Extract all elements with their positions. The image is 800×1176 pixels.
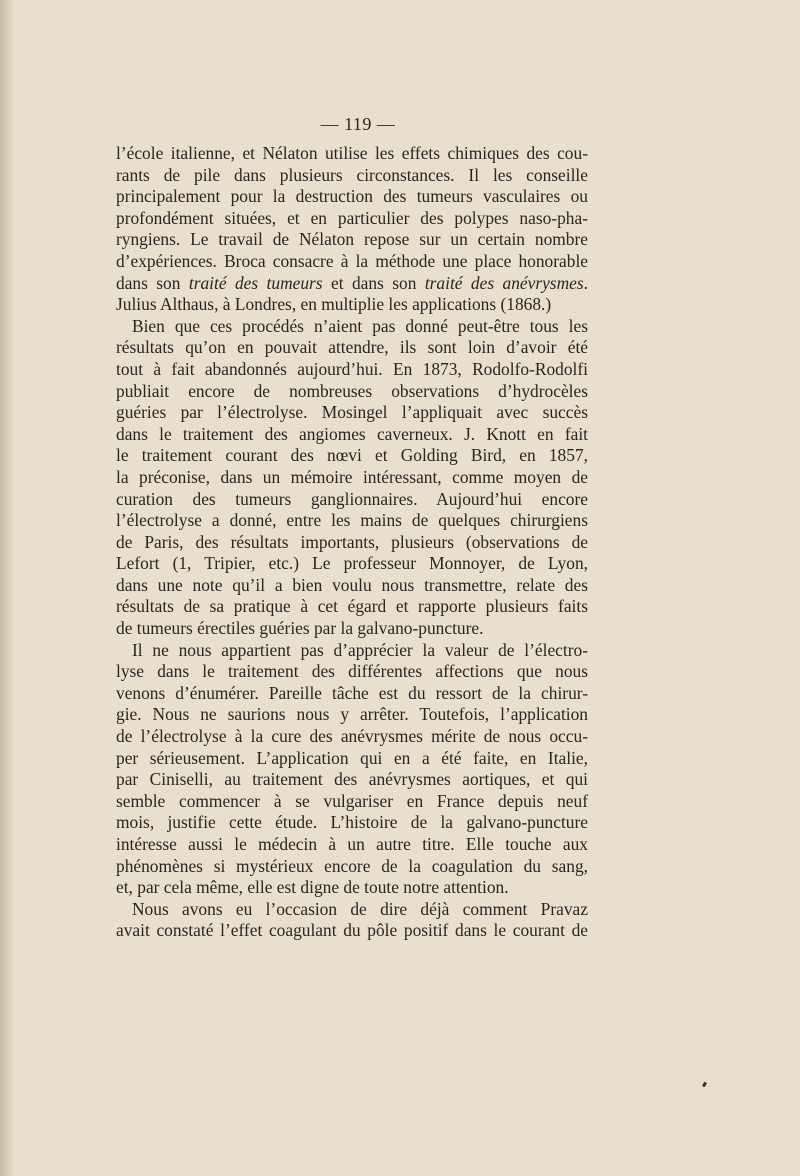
body-text bbox=[116, 143, 588, 942]
text-line: Bien que ces procédés n’aient pas donné peut-être tous les bbox=[132, 315, 588, 336]
text-line: de Paris, des résultats importants, plusieurs (observations de bbox=[116, 531, 588, 552]
text-line: venons d’énumérer. Pareille tâche est du ressort de la chirur- bbox=[116, 682, 588, 703]
text-line bbox=[116, 273, 588, 295]
text-line: principalement pour la destruction des tumeurs vasculaires ou bbox=[116, 186, 588, 207]
text-segment: et dans son bbox=[322, 272, 425, 293]
text-line: le traitement courant des nœvi et Golding Bird, en 1857, bbox=[116, 445, 588, 466]
text-line: dans le traitement des angiomes caverneux. J. Knott en fait bbox=[116, 423, 588, 444]
text-line: intéresse aussi le médecin à un autre titre. Elle touche aux bbox=[116, 834, 588, 854]
text-line: curation des tumeurs ganglionnaires. Aujourd’hui encore bbox=[116, 488, 588, 509]
text-line: publiait encore de nombreuses observations d’hydrocèles bbox=[116, 380, 588, 401]
italic-title: traité des anévrysmes bbox=[424, 272, 584, 293]
text-line: l’école italienne, et Nélaton utilise les effets chimiques des cou- bbox=[116, 143, 588, 163]
text-line: per sérieusement. L’application qui en a été faite, en Italie, bbox=[116, 747, 588, 768]
italic-title: traité des tumeurs bbox=[188, 272, 323, 293]
text-line: l’électrolyse a donné, entre les mains de quelques chirurgiens bbox=[116, 510, 588, 531]
text-line: résultats de sa pratique à cet égard et rapporte plusieurs faits bbox=[116, 596, 588, 617]
text-segment: dans son bbox=[116, 272, 189, 293]
text-line: de tumeurs érectiles guéries par la galvano-puncture. bbox=[116, 618, 484, 639]
text-line: profondément situées, et en particulier des polypes naso-pha- bbox=[116, 207, 588, 228]
text-line: gie. Nous ne saurions nous y arrêter. Toutefois, l’application bbox=[116, 704, 588, 725]
gutter-shadow bbox=[0, 0, 14, 1176]
text-line: et, par cela même, elle est digne de toute notre attention. bbox=[116, 877, 509, 898]
text-line: Julius Althaus, à Londres, en multiplie les applications (1868.) bbox=[116, 294, 552, 315]
text-line: par Ciniselli, au traitement des anévrysmes aortiques, et qui bbox=[116, 769, 588, 790]
text-line: phénomènes si mystérieux encore de la coagulation du sang, bbox=[116, 855, 588, 876]
text-line: la préconise, dans un mémoire intéressant, comme moyen de bbox=[116, 466, 588, 487]
text-segment: . bbox=[583, 272, 588, 293]
text-line: résultats qu’on en pouvait attendre, ils sont loin d’avoir été bbox=[116, 337, 588, 358]
text-line: lyse dans le traitement des différentes affections que nous bbox=[116, 661, 588, 682]
text-line: mois, justifie cette étude. L’histoire de la galvano-puncture bbox=[116, 812, 588, 833]
text-line: avait constaté l’effet coagulant du pôle positif dans le courant de bbox=[116, 920, 588, 941]
text-line: de l’électrolyse à la cure des anévrysmes mérite de nous occu- bbox=[116, 726, 588, 747]
ink-mark bbox=[702, 1082, 707, 1088]
text-line: d’expériences. Broca consacre à la méthode une place honorable bbox=[116, 250, 588, 271]
text-line: dans une note qu’il a bien voulu nous transmettre, relate des bbox=[116, 574, 588, 595]
text-line: ryngiens. Le travail de Nélaton repose sur un certain nombre bbox=[116, 229, 588, 250]
text-line: tout à fait abandonnés aujourd’hui. En 1873, Rodolfo-Rodolfi bbox=[116, 358, 588, 379]
text-line: Lefort (1, Tripier, etc.) Le professeur Monnoyer, de Lyon, bbox=[116, 553, 588, 574]
text-line: guéries par l’électrolyse. Mosingel l’appliquait avec succès bbox=[116, 402, 588, 423]
text-line: semble commencer à se vulgariser en France depuis neuf bbox=[116, 790, 588, 811]
text-line: Nous avons eu l’occasion de dire déjà comment Pravaz bbox=[132, 898, 588, 919]
page-number: — 119 — bbox=[320, 114, 396, 134]
text-line: Il ne nous appartient pas d’apprécier la valeur de l’électro- bbox=[132, 639, 588, 660]
text-line: rants de pile dans plusieurs circonstances. Il les conseille bbox=[116, 164, 588, 185]
